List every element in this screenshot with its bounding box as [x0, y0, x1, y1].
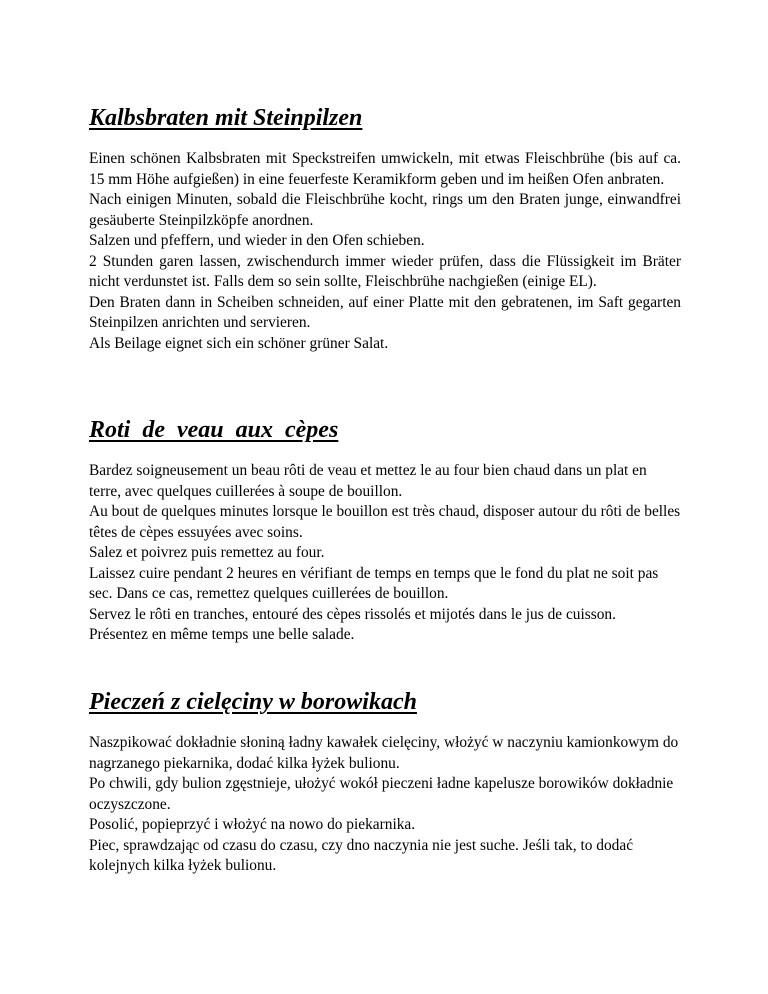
paragraph: Posolić, popieprzyć i włożyć na nowo do piekarnika.: [89, 816, 416, 833]
recipe-section-polish: [89, 688, 681, 877]
recipe-title-german: Kalbsbraten mit Steinpilzen: [89, 105, 363, 131]
paragraph: Einen schönen Kalbsbraten mit Speckstreifen umwickeln, mit etwas Fleischbrühe (bis auf ca. 15 mm Höhe aufgießen) in eine feuerfeste Keramikform geben und im heißen Ofen anbraten.: [89, 150, 681, 188]
paragraph: Présentez en même temps une belle salade.: [89, 626, 355, 643]
recipe-section-french: [89, 416, 681, 646]
paragraph: Servez le rôti en tranches, entouré des cèpes rissolés et mijotés dans le jus de cuisson.: [89, 605, 616, 623]
recipe-body-german: [89, 149, 681, 354]
paragraph: 2 Stunden garen lassen, zwischendurch immer wieder prüfen, dass die Flüssigkeit im Bräter nicht verdunstet ist. Falls dem so sein sollte, Fleischbrühe nachgießen (einige EL).: [89, 252, 681, 290]
recipe-body-french: [89, 461, 681, 646]
paragraph: Laissez cuire pendant 2 heures en vérifiant de temps en temps que le fond du plat ne soit pas sec. Dans ce cas, remettez quelques cuillerées de bouillon.: [89, 564, 659, 602]
paragraph: Bardez soigneusement un beau rôti de veau et mettez le au four bien chaud dans un plat en terre, avec quelques cuillerées à soupe de bouillon.: [89, 462, 647, 500]
recipe-body-polish: [89, 733, 681, 877]
paragraph: Au bout de quelques minutes lorsque le bouillon est très chaud, disposer autour du rôti de belles têtes de cèpes essuyées avec soins.: [89, 503, 681, 541]
paragraph: Als Beilage eignet sich ein schöner grüner Salat.: [89, 334, 389, 352]
paragraph: Piec, sprawdzając od czasu do czasu, czy dno naczynia nie jest suche. Jeśli tak, to dodać kolejnych kilka łyżek bulionu.: [89, 836, 634, 874]
paragraph: Salez et poivrez puis remettez au four.: [89, 544, 325, 561]
paragraph: Nach einigen Minuten, sobald die Fleischbrühe kocht, rings um den Braten junge, einwandfrei gesäuberte Steinpilzköpfe anordnen.: [89, 191, 681, 229]
paragraph: Naszpikować dokładnie słoniną ładny kawałek cielęciny, włożyć w naczyniu kamionkowym do nagrzanego piekarnika, dodać kilka łyżek bulionu.: [89, 734, 679, 772]
paragraph: Po chwili, gdy bulion zgęstnieje, ułożyć wokół pieczeni ładne kapelusze borowików dokładnie oczyszczone.: [89, 775, 674, 813]
paragraph: Salzen und pfeffern, und wieder in den Ofen schieben.: [89, 232, 425, 249]
recipe-title-polish: Pieczeń z cielęciny w borowikach: [89, 689, 417, 715]
recipe-section-german: [89, 104, 681, 354]
recipe-title-french: Roti de veau aux cèpes: [89, 417, 339, 443]
paragraph: Den Braten dann in Scheiben schneiden, auf einer Platte mit den gebratenen, im Saft gegarten Steinpilzen anrichten und servieren.: [89, 293, 681, 331]
